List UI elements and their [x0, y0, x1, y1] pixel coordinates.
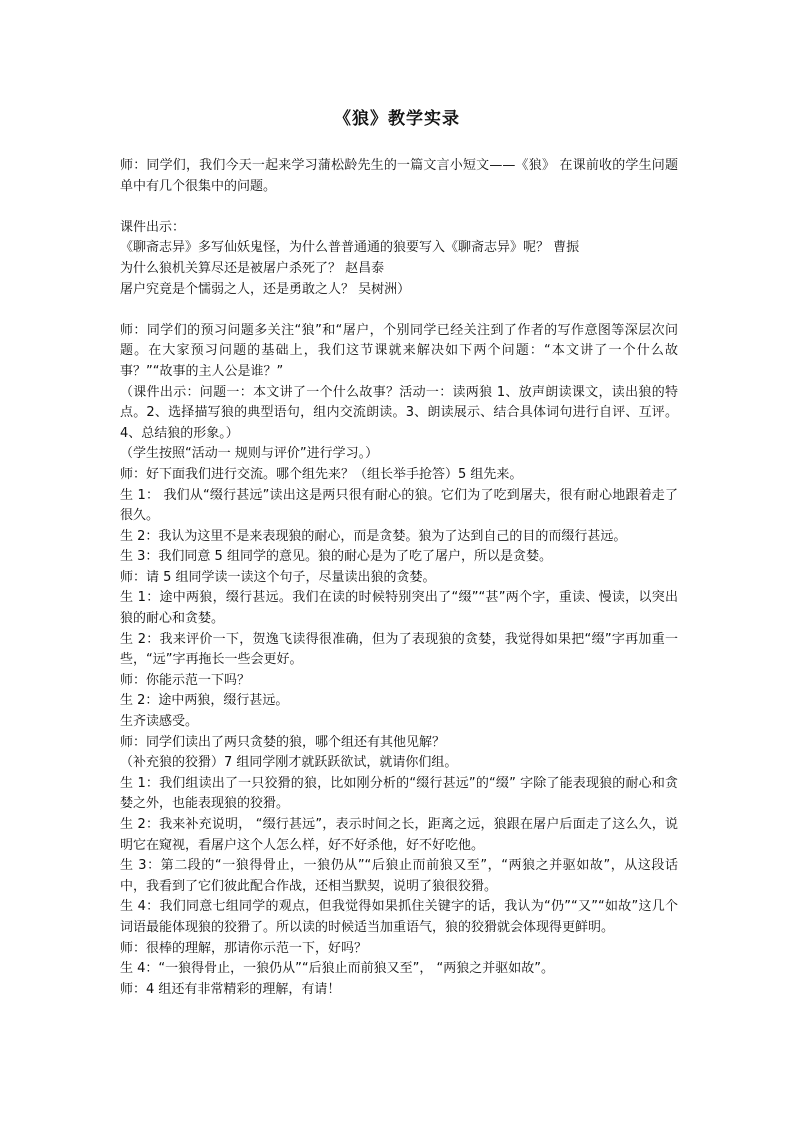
paragraph: 生齐读感受。: [120, 714, 199, 730]
paragraph-spacer: [120, 300, 678, 321]
paragraph: 生 2：我来补充说明， “缀行甚远”，表示时间之长，距离之远，狼跟在屠户后面走了这么久，说明它在窥视，看屠户这个人怎么样，好不好杀他，好不好吃他。: [120, 817, 678, 853]
paragraph: 生 2：我来评价一下，贺逸飞读得很准确，但为了表现狼的贪婪，我觉得如果把“缀”字再加重一些，“远”字再拖长一些会更好。: [120, 631, 678, 668]
paragraph: （课件出示：问题一：本文讲了一个什么故事？活动一：读两狼 1、放声朗读课文，读出狼的特点。2、选择描写狼的典型语句，组内交流朗读。3、朗读展示、结合具体词句进行自评、互评。4、总结狼的形象。）: [120, 384, 678, 441]
paragraph: 生 1： 我们从“缀行甚远”读出这是两只很有耐心的狼。它们为了吃到屠夫，很有耐心地跟着走了很久。: [120, 487, 678, 524]
paragraph: 生 4：“一狼得骨止，一狼仍从”“后狼止而前狼又至”， “两狼之并驱如故”。: [120, 961, 554, 977]
paragraph: 屠户究竟是个懦弱之人，还是勇敢之人？ 吴树洲）: [120, 281, 411, 297]
paragraph: 生 1：途中两狼，缀行甚远。我们在读的时候特别突出了“缀”“甚”两个字，重读、慢读，以突出狼的耐心和贪婪。: [120, 590, 678, 627]
paragraph: 师：好下面我们进行交流。哪个组先来？（组长举手抢答）5 组先来。: [120, 466, 523, 482]
paragraph: 师：同学们，我们今天一起来学习蒲松龄先生的一篇文言小短文——《狼》 在课前收的学生问题单中有几个很集中的问题。: [120, 158, 678, 194]
document-body: [120, 156, 678, 1000]
paragraph: 生 3：我们同意 5 组同学的意见。狼的耐心是为了吃了屠户，所以是贪婪。: [120, 549, 552, 565]
paragraph: （学生按照“活动一 规则与评价”进行学习。）: [120, 446, 379, 462]
paragraph-spacer: [120, 197, 678, 218]
paragraph: 为什么狼机关算尽还是被屠户杀死了？ 赵昌泰: [120, 260, 385, 276]
paragraph: 师：同学们的预习问题多关注“狼”和“屠户，个别同学已经关注到了作者的写作意图等深层次问题。在大家预习问题的基础上，我们这节课就来解决如下两个问题：“本文讲了一个什么故事？”“故事的主人公是谁？”: [120, 322, 678, 379]
paragraph: 师：同学们读出了两只贪婪的狼，哪个组还有其他见解？: [120, 734, 446, 750]
document-title: 《狼》教学实录: [334, 109, 460, 129]
paragraph: 师：4 组还有非常精彩的理解，有请！: [120, 981, 341, 997]
paragraph: 师：你能示范一下吗？: [120, 672, 251, 688]
paragraph: 生 1：我们组读出了一只狡猾的狼，比如刚分析的“缀行甚远”的“缀” 字除了能表现狼的耐心和贪婪之外，也能表现狼的狡猾。: [120, 775, 678, 812]
paragraph: 师：很棒的理解，那请你示范一下，好吗？: [120, 940, 368, 956]
paragraph: 生 2：我认为这里不是来表现狼的耐心，而是贪婪。狼为了达到自己的目的而缀行甚远。: [120, 528, 627, 544]
paragraph: 生 2：途中两狼，缀行甚远。: [120, 693, 289, 709]
paragraph: 师：请 5 组同学读一读这个句子，尽量读出狼的贪婪。: [120, 569, 436, 585]
paragraph: 生 4：我们同意七组同学的观点，但我觉得如果抓住关键字的话，我认为“仍”“又”“如故”这几个词语最能体现狼的狡猾了。所以读的时候适当加重语气，狼的狡猾就会体现得更鲜明。: [120, 899, 678, 935]
paragraph: （补充狼的狡猾）7 组同学刚才就跃跃欲试，就请你们组。: [120, 755, 458, 771]
paragraph: 生 3：第二段的“一狼得骨止，一狼仍从”“后狼止而前狼又至”，“两狼之并驱如故”，从这段话中，我看到了它们彼此配合作战，还相当默契，说明了狼很狡猾。: [120, 858, 678, 894]
paragraph: 《聊斋志异》多写仙妖鬼怪，为什么普普通通的狼要写入《聊斋志异》呢？ 曹振: [120, 240, 580, 256]
paragraph: 课件出示：: [120, 219, 186, 235]
